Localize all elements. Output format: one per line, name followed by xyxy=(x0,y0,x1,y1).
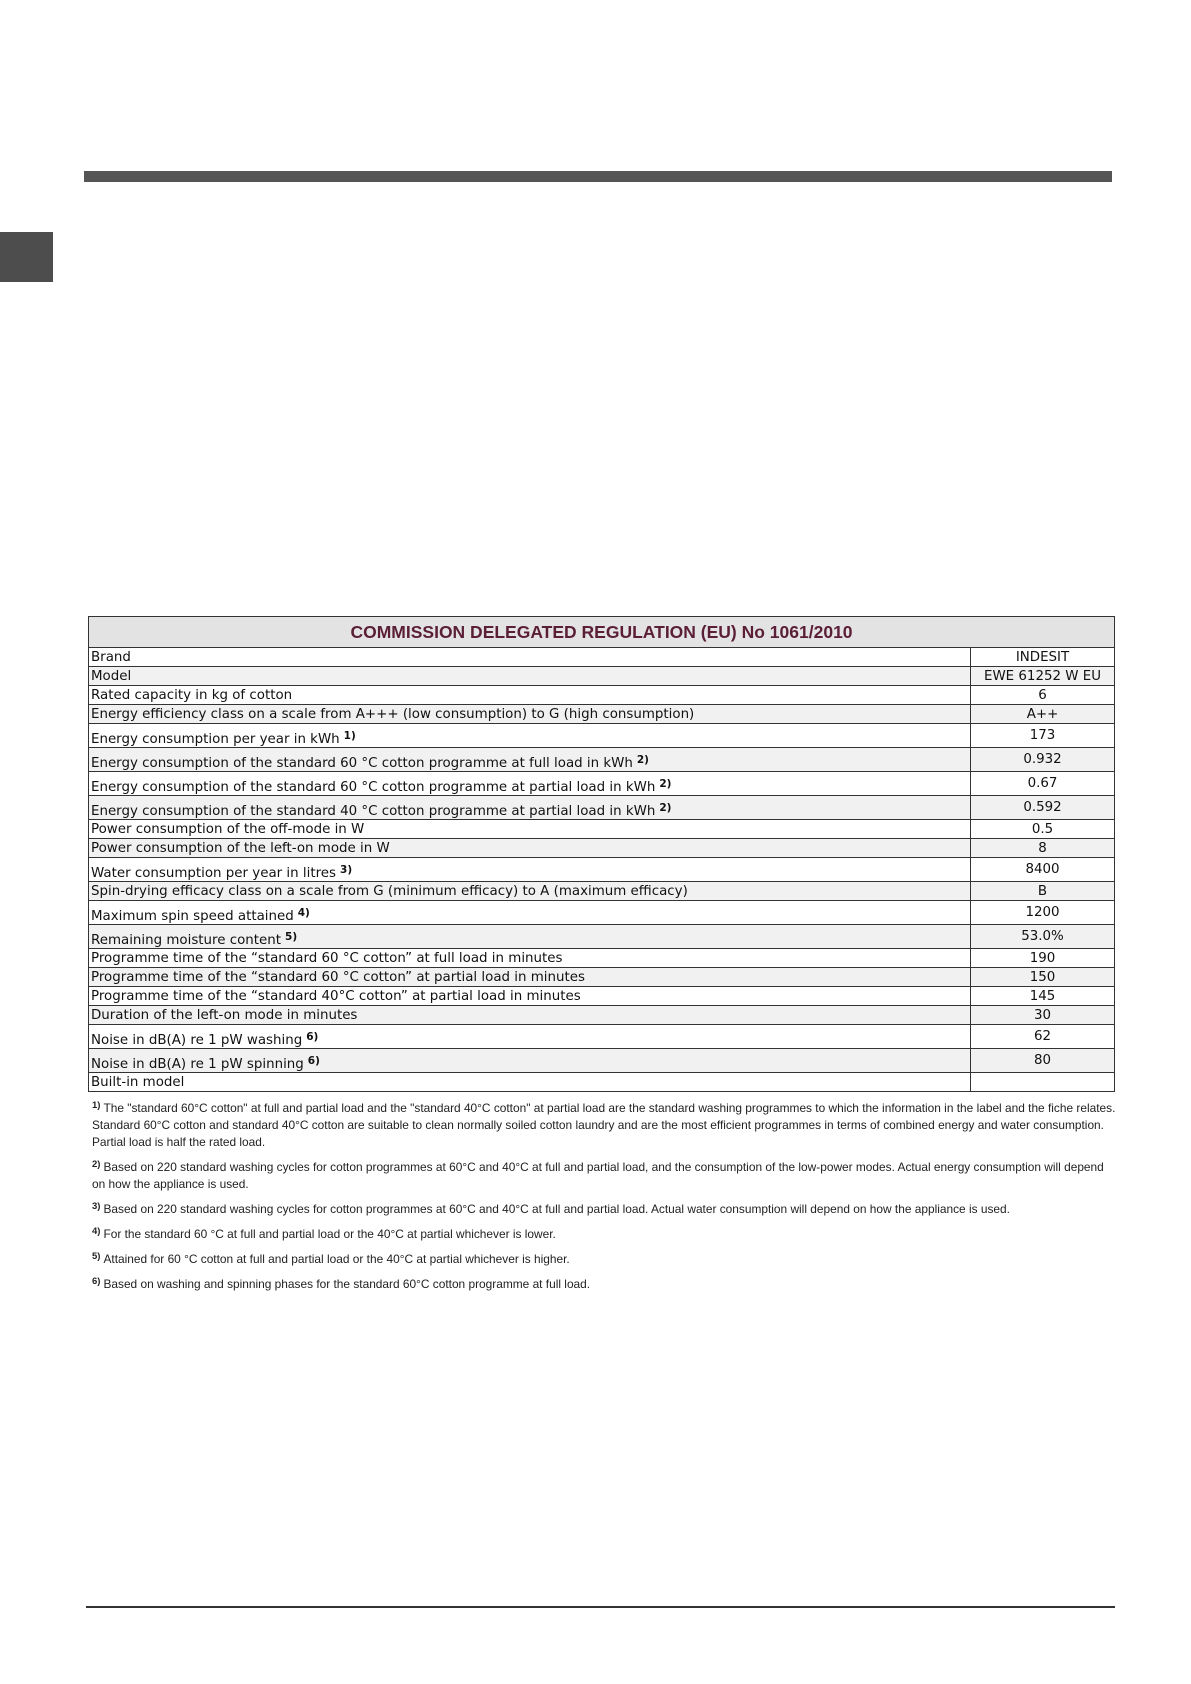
table-row xyxy=(89,705,1115,724)
row-label xyxy=(89,949,971,968)
row-value: 0.592 xyxy=(971,796,1115,820)
row-value xyxy=(971,1073,1115,1092)
table-body xyxy=(89,648,1115,1092)
footnote-reference: 3) xyxy=(340,864,353,876)
row-label xyxy=(89,858,971,882)
table-row xyxy=(89,1073,1115,1092)
table-row xyxy=(89,796,1115,820)
row-label-text: Maximum spin speed attained xyxy=(91,909,294,924)
footnote xyxy=(92,1100,1116,1151)
row-label xyxy=(89,686,971,705)
footnote-reference: 6) xyxy=(306,1031,319,1043)
row-label xyxy=(89,882,971,901)
row-label xyxy=(89,1006,971,1025)
row-label xyxy=(89,901,971,925)
row-label-text: Duration of the left-on mode in minutes xyxy=(91,1007,358,1023)
row-value: 8 xyxy=(971,839,1115,858)
table-row xyxy=(89,949,1115,968)
row-label-text: Programme time of the “standard 40°C cotton” at partial load in minutes xyxy=(91,988,581,1004)
footnote-text: Based on washing and spinning phases for the standard 60°C cotton programme at full load. xyxy=(103,1277,591,1291)
row-value: INDESIT xyxy=(971,648,1115,667)
table-row xyxy=(89,667,1115,686)
row-value: 190 xyxy=(971,949,1115,968)
row-label xyxy=(89,705,971,724)
header-rule xyxy=(84,171,1112,182)
footnote-mark: 3) xyxy=(92,1201,101,1212)
footnote xyxy=(92,1159,1116,1193)
row-value: EWE 61252 W EU xyxy=(971,667,1115,686)
table-row xyxy=(89,968,1115,987)
row-label-text: Brand xyxy=(91,649,131,665)
row-value: 62 xyxy=(971,1025,1115,1049)
table-title: COMMISSION DELEGATED REGULATION (EU) No 1061/2010 xyxy=(89,617,1115,648)
table-row xyxy=(89,1049,1115,1073)
row-value: 0.5 xyxy=(971,820,1115,839)
row-label xyxy=(89,839,971,858)
table-row xyxy=(89,1006,1115,1025)
row-value: 80 xyxy=(971,1049,1115,1073)
footnote xyxy=(92,1251,1116,1268)
row-label-text: Power consumption of the off-mode in W xyxy=(91,821,365,837)
table-row xyxy=(89,686,1115,705)
footnote-text: The "standard 60°C cotton" at full and partial load and the "standard 40°C cotton" at partial load are the standard washing programmes to which the information in the label and the fiche relates. Standard 60°C cotton and standard 40°C cotton are suitable to clean normally soiled cotton laundry and are the most efficient programmes in terms of combined energy and water consumption. Partial load is half the rated load. xyxy=(92,1101,1116,1149)
row-label xyxy=(89,648,971,667)
table-row xyxy=(89,724,1115,748)
row-value: 8400 xyxy=(971,858,1115,882)
row-value: 1200 xyxy=(971,901,1115,925)
row-value: 173 xyxy=(971,724,1115,748)
footnote-reference: 2) xyxy=(636,754,649,766)
row-label-text: Built-in model xyxy=(91,1074,185,1090)
footnote-mark: 4) xyxy=(92,1226,101,1237)
footnote-reference: 4) xyxy=(297,907,310,919)
row-label-text: Water consumption per year in litres xyxy=(91,866,337,881)
row-value: 145 xyxy=(971,987,1115,1006)
footnote-text: Based on 220 standard washing cycles for cotton programmes at 60°C and 40°C at full and partial load, and the consumption of the low-power modes. Actual energy consumption will depend on how the appliance is used. xyxy=(92,1160,1104,1191)
footnote-reference: 2) xyxy=(659,778,672,790)
footer-rule xyxy=(86,1606,1115,1608)
row-label xyxy=(89,925,971,949)
section-tab-marker xyxy=(0,232,53,282)
row-value: 6 xyxy=(971,686,1115,705)
row-label xyxy=(89,1025,971,1049)
table-row xyxy=(89,925,1115,949)
footnote xyxy=(92,1201,1116,1218)
table-row xyxy=(89,748,1115,772)
row-label-text: Rated capacity in kg of cotton xyxy=(91,687,293,703)
table-row xyxy=(89,1025,1115,1049)
table-row xyxy=(89,648,1115,667)
row-label xyxy=(89,1073,971,1092)
table-row xyxy=(89,839,1115,858)
table-row xyxy=(89,820,1115,839)
row-label xyxy=(89,1049,971,1073)
row-label xyxy=(89,667,971,686)
footnote-mark: 2) xyxy=(92,1159,101,1170)
row-label-text: Remaining moisture content xyxy=(91,933,282,948)
table-row xyxy=(89,772,1115,796)
row-label xyxy=(89,724,971,748)
footnote-reference: 1) xyxy=(343,730,356,742)
row-label-text: Model xyxy=(91,668,132,684)
footnote xyxy=(92,1276,1116,1293)
footnote-text: Based on 220 standard washing cycles for cotton programmes at 60°C and 40°C at full and partial load. Actual water consumption will depend on how the appliance is used. xyxy=(103,1202,1010,1216)
footnote-reference: 6) xyxy=(307,1055,320,1067)
row-value: 150 xyxy=(971,968,1115,987)
row-label xyxy=(89,820,971,839)
footnotes xyxy=(92,1100,1116,1301)
row-value: A++ xyxy=(971,705,1115,724)
footnote-mark: 5) xyxy=(92,1251,101,1262)
row-label-text: Noise in dB(A) re 1 pW washing xyxy=(91,1033,303,1048)
row-label-text: Programme time of the “standard 60 °C cotton” at full load in minutes xyxy=(91,950,563,966)
table-row xyxy=(89,901,1115,925)
table-row xyxy=(89,858,1115,882)
table-row xyxy=(89,882,1115,901)
row-label-text: Energy consumption of the standard 60 °C cotton programme at full load in kWh xyxy=(91,756,633,771)
row-value: 0.67 xyxy=(971,772,1115,796)
row-label xyxy=(89,796,971,820)
row-label-text: Energy efficiency class on a scale from A+++ (low consumption) to G (high consumption) xyxy=(91,706,695,722)
footnote-mark: 1) xyxy=(92,1100,101,1111)
row-label-text: Spin-drying efficacy class on a scale from G (minimum efficacy) to A (maximum efficacy) xyxy=(91,883,688,899)
row-value: 30 xyxy=(971,1006,1115,1025)
row-label-text: Energy consumption of the standard 60 °C cotton programme at partial load in kWh xyxy=(91,780,656,795)
row-label-text: Energy consumption of the standard 40 °C cotton programme at partial load in kWh xyxy=(91,804,656,819)
row-label xyxy=(89,748,971,772)
row-value: 0.932 xyxy=(971,748,1115,772)
row-label xyxy=(89,987,971,1006)
row-label-text: Programme time of the “standard 60 °C cotton” at partial load in minutes xyxy=(91,969,585,985)
row-label-text: Energy consumption per year in kWh xyxy=(91,732,340,747)
footnote-mark: 6) xyxy=(92,1276,101,1287)
table-row xyxy=(89,987,1115,1006)
row-value: 53.0% xyxy=(971,925,1115,949)
footnote-reference: 5) xyxy=(285,931,298,943)
regulation-table xyxy=(88,616,1115,1092)
footnote xyxy=(92,1226,1116,1243)
footnote-text: For the standard 60 °C at full and partial load or the 40°C at partial whichever is lower. xyxy=(103,1227,556,1241)
row-value: B xyxy=(971,882,1115,901)
row-label-text: Power consumption of the left-on mode in W xyxy=(91,840,390,856)
footnote-reference: 2) xyxy=(659,802,672,814)
row-label-text: Noise in dB(A) re 1 pW spinning xyxy=(91,1057,304,1072)
footnote-text: Attained for 60 °C cotton at full and partial load or the 40°C at partial whichever is higher. xyxy=(103,1252,570,1266)
row-label xyxy=(89,772,971,796)
row-label xyxy=(89,968,971,987)
